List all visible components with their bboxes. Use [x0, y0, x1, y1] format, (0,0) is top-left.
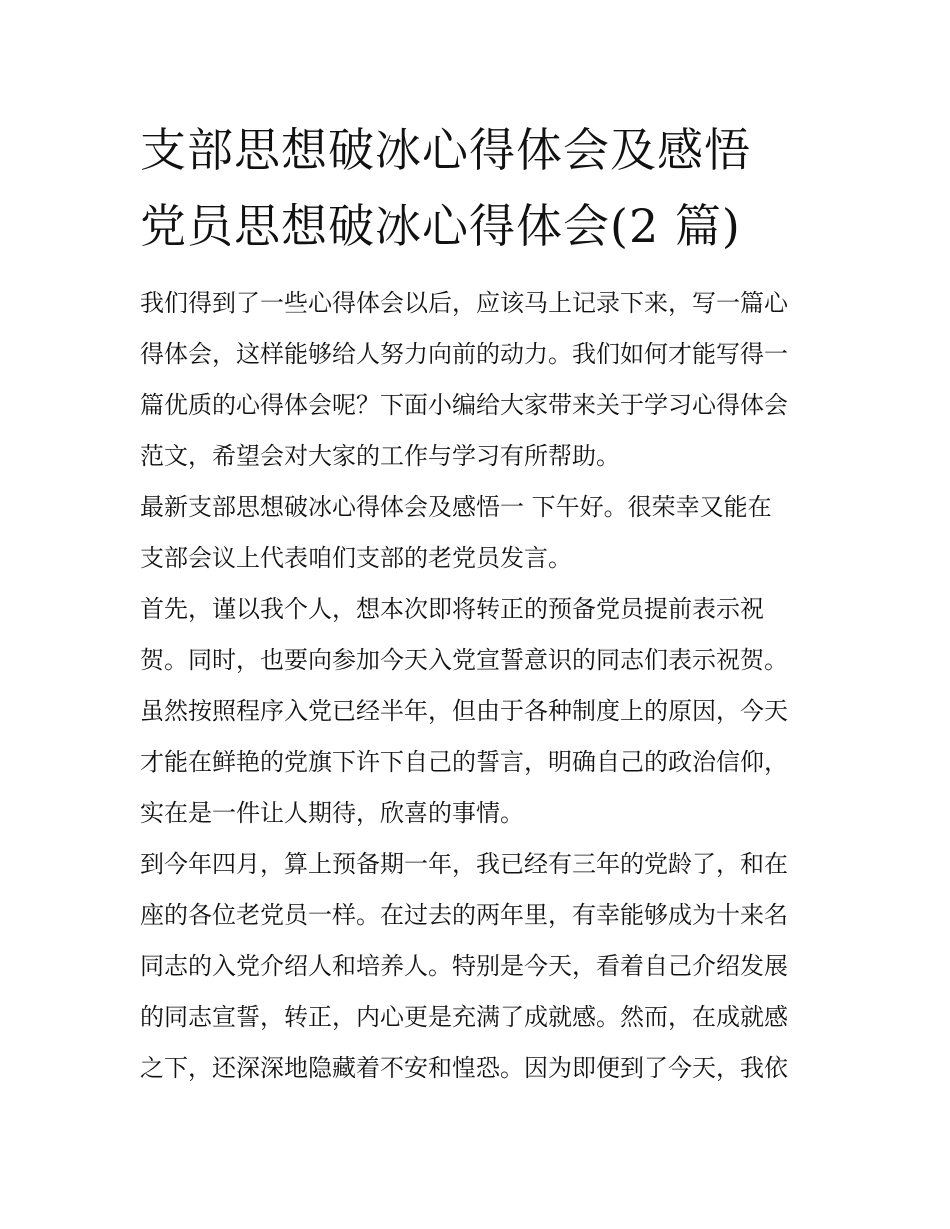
- body-line-1: 我们得到了一些心得体会以后，应该马上记录下来，写一篇心: [140, 289, 788, 317]
- title-line-2: 党员思想破冰心得体会(2 篇): [140, 199, 741, 253]
- body-line-4: 范文，希望会对大家的工作与学习有所帮助。: [140, 442, 620, 470]
- body-line-13: 座的各位老党员一样。在过去的两年里，有幸能够成为十来名: [140, 901, 788, 929]
- title-line-1: 支部思想破冰心得体会及感悟: [140, 123, 751, 177]
- body-line-12: 到今年四月，算上预备期一年，我已经有三年的党龄了，和在: [140, 850, 788, 878]
- body-line-3: 篇优质的心得体会呢？下面小编给大家带来关于学习心得体会: [140, 391, 788, 419]
- document-title: [140, 112, 820, 264]
- body-line-7: 首先，谨以我个人，想本次即将转正的预备党员提前表示祝: [140, 595, 764, 623]
- body-line-11: 实在是一件让人期待，欣喜的事情。: [140, 799, 524, 827]
- body-line-15: 的同志宣誓，转正，内心更是充满了成就感。然而，在成就感: [140, 1003, 788, 1031]
- body-line-8: 贺。同时，也要向参加今天入党宣誓意识的同志们表示祝贺。: [140, 646, 788, 674]
- body-line-9: 虽然按照程序入党已经半年，但由于各种制度上的原因，今天: [140, 697, 788, 725]
- body-line-5: 最新支部思想破冰心得体会及感悟一 下午好。很荣幸又能在: [140, 493, 772, 521]
- body-line-6: 支部会议上代表咱们支部的老党员发言。: [140, 544, 572, 572]
- body-line-14: 同志的入党介绍人和培养人。特别是今天，看着自己介绍发展: [140, 952, 788, 980]
- document-body: [140, 278, 812, 1094]
- body-line-10: 才能在鲜艳的党旗下许下自己的誓言，明确自己的政治信仰，: [140, 748, 788, 776]
- body-line-2: 得体会，这样能够给人努力向前的动力。我们如何才能写得一: [140, 340, 788, 368]
- body-line-16: 之下，还深深地隐藏着不安和惶恐。因为即便到了今天，我依: [140, 1054, 788, 1082]
